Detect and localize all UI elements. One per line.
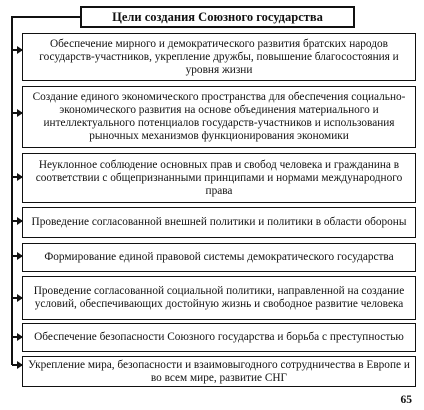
arrow-connector-3: [12, 176, 22, 178]
goal-box-6: Проведение согласованной социальной политики, направленной на создание условий, обеспечивающих достойную жизнь и свободное развитие человека: [22, 276, 416, 320]
goal-box-8: Укрепление мира, безопасности и взаимовыгодного сотрудничества в Европе и во всем мире, развитие СНГ: [22, 356, 416, 387]
goal-box-3: Неуклонное соблюдение основных прав и свобод человека и гражданина в соответствии с общепризнанными принципами и нормами международного права: [22, 153, 416, 203]
diagram-title: Цели создания Союзного государства: [80, 6, 355, 28]
arrow-connector-1: [12, 49, 22, 51]
goal-box-4: Проведение согласованной внешней политики и политики в области обороны: [22, 207, 416, 238]
goal-box-1: Обеспечение мирного и демократического развития братских народов государств-участников, укрепление дружбы, повышение благосостояния и уровня жизни: [22, 33, 416, 81]
arrow-connector-6: [12, 297, 22, 299]
goal-box-7: Обеспечение безопасности Союзного государства и борьба с преступностью: [22, 323, 416, 352]
arrow-connector-2: [12, 112, 22, 114]
arrow-connector-7: [12, 336, 22, 338]
goal-box-2: Создание единого экономического пространства для обеспечения социально-экономического развития на основе объединения материального и интеллектуального потенциалов государств-участников и использования рыночных механизмов функционирования экономики: [22, 86, 416, 148]
arrow-connector-5: [12, 255, 22, 257]
goal-box-5: Формирование единой правовой системы демократического государства: [22, 243, 416, 272]
arrow-connector-8: [12, 364, 22, 366]
vertical-spine-line: [11, 16, 13, 365]
title-connector-line: [11, 16, 80, 18]
arrow-connector-4: [12, 220, 22, 222]
page-number: 65: [400, 394, 412, 406]
